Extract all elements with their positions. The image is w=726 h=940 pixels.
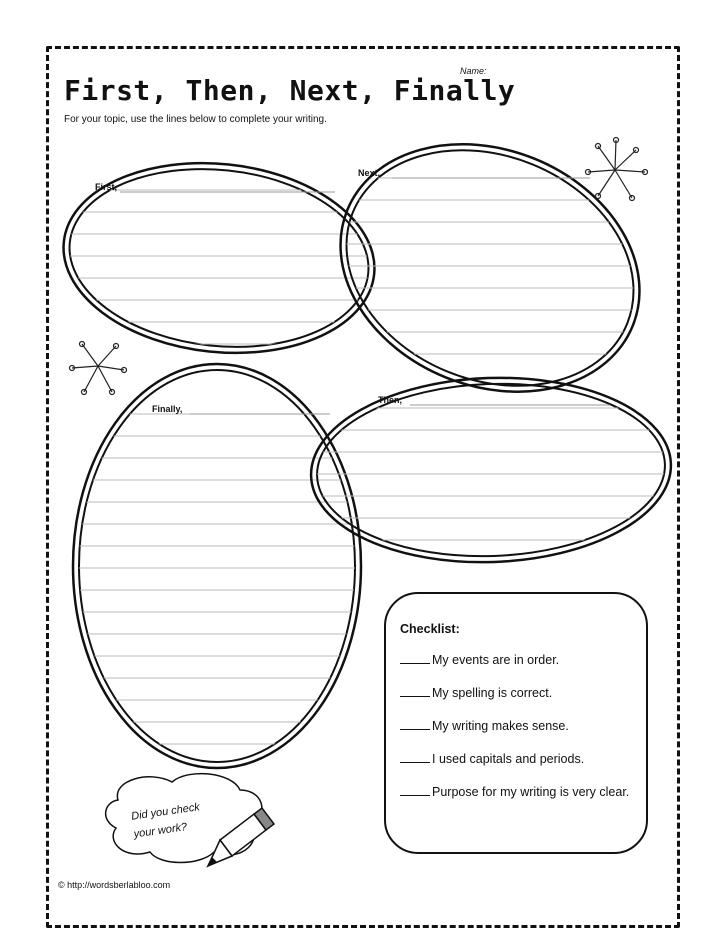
first-label: First,	[95, 182, 118, 192]
next-label: Next,	[358, 168, 381, 178]
reminder-line-1: Did you check	[130, 801, 201, 823]
checklist-item: My spelling is correct.	[400, 685, 632, 701]
checklist-item: I used capitals and periods.	[400, 751, 632, 767]
checklist-title: Checklist:	[400, 622, 460, 636]
starburst-icon	[70, 342, 127, 395]
check-blank[interactable]	[400, 762, 430, 763]
then-label: Then,	[378, 395, 402, 405]
reminder-line-2: your work?	[132, 821, 188, 841]
finally-label: Finally,	[152, 404, 183, 414]
footer-credit: © http://wordsberlabloo.com	[58, 880, 171, 890]
check-blank[interactable]	[400, 729, 430, 730]
checklist-box	[384, 592, 648, 854]
checklist-item: My events are in order.	[400, 652, 632, 668]
starburst-icon	[586, 138, 648, 201]
page-title: First, Then, Next, Finally	[64, 74, 516, 107]
check-blank[interactable]	[400, 663, 430, 664]
check-blank[interactable]	[400, 696, 430, 697]
then-oval	[308, 372, 680, 568]
check-blank[interactable]	[400, 795, 430, 796]
checklist-item: Purpose for my writing is very clear.	[400, 784, 632, 800]
checklist-item: My writing makes sense.	[400, 718, 632, 734]
name-label: Name:	[460, 66, 487, 76]
instructions-text: For your topic, use the lines below to complete your writing.	[64, 114, 327, 125]
finally-oval	[70, 364, 370, 768]
